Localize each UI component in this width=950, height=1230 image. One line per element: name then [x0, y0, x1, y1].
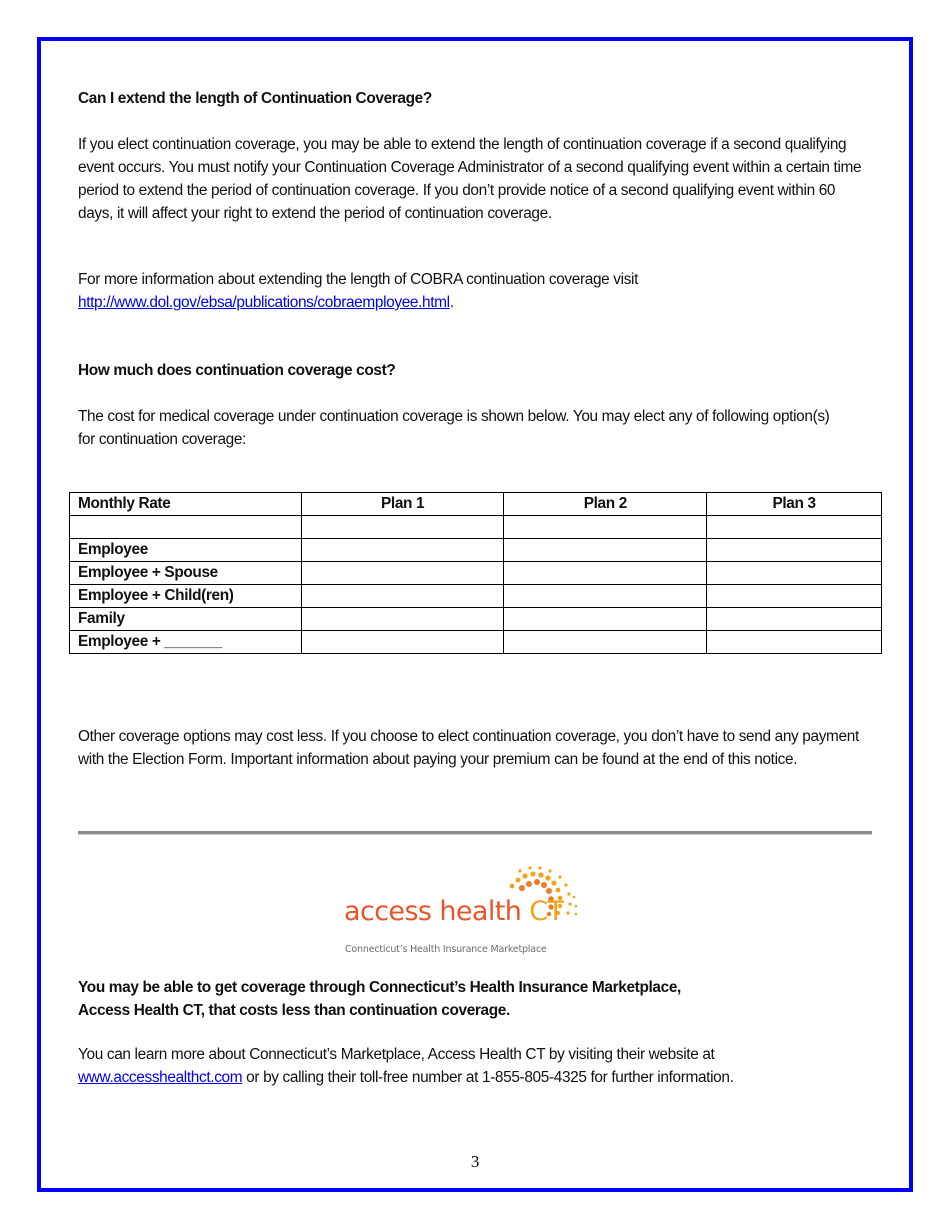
plan3-cell	[707, 608, 882, 631]
plan3-cell	[707, 562, 882, 585]
plan2-cell	[504, 608, 707, 631]
header-plan-2: Plan 2	[504, 493, 707, 516]
logo-tagline: Connecticut’s Health Insurance Marketplace	[345, 944, 547, 955]
logo-wordmark-ct: CT	[529, 896, 564, 927]
page-number: 3	[470, 1152, 480, 1171]
table-row	[70, 516, 882, 539]
table-row	[70, 539, 882, 562]
table-row	[70, 562, 882, 585]
table-header-row	[70, 493, 882, 516]
plan3-cell	[707, 539, 882, 562]
marketplace-bold-statement	[78, 976, 878, 1022]
header-plan-3: Plan 3	[707, 493, 882, 516]
table-row	[70, 631, 882, 654]
access-health-ct-logo	[340, 866, 600, 958]
dol-cobra-link[interactable]: http://www.dol.gov/ebsa/publications/cobraemployee.html	[78, 294, 450, 311]
row-label: Employee	[70, 539, 302, 562]
logo-wordmark	[344, 896, 563, 928]
other-options-paragraph: Other coverage options may cost less. If you choose to elect continuation coverage, you don’t have to send any payment with the Election Form. Important information about paying your premium can be found at the end of this notice.	[78, 728, 859, 768]
plan3-cell	[707, 631, 882, 654]
header-plan-1: Plan 1	[301, 493, 504, 516]
plan2-cell	[504, 585, 707, 608]
plan1-cell	[301, 631, 504, 654]
row-label: Family	[70, 608, 302, 631]
marketplace-info-paragraph	[78, 1043, 878, 1089]
plan1-cell	[301, 562, 504, 585]
plan1-cell	[301, 585, 504, 608]
plan3-cell	[707, 585, 882, 608]
plan1-cell	[301, 539, 504, 562]
cost-heading: How much does continuation coverage cost?	[78, 362, 396, 379]
cost-paragraph: The cost for medical coverage under continuation coverage is shown below. You may elect any of following option(s) for continuation coverage:	[78, 408, 830, 448]
row-label: Employee + Child(ren)	[70, 585, 302, 608]
accesshealthct-link[interactable]: www.accesshealthct.com	[78, 1069, 243, 1086]
plan2-cell	[504, 516, 707, 539]
monthly-rates-table	[69, 492, 882, 654]
more-info-paragraph	[78, 268, 878, 314]
more-info-text: For more information about extending the length of COBRA continuation coverage visit	[78, 271, 639, 288]
extend-coverage-paragraph: If you elect continuation coverage, you may be able to extend the length of continuation coverage if a second qualifying event occurs. You must notify your Continuation Coverage Administrator of a second qualifying event within a certain time period to extend the period of continuation coverage. If you don’t provide notice of a second qualifying event within 60 days, it will affect your right to extend the period of continuation coverage.	[78, 136, 862, 222]
plan1-cell	[301, 608, 504, 631]
marketplace-info-prefix: You can learn more about Connecticut’s Marketplace, Access Health CT by visiting their website at	[78, 1046, 715, 1063]
header-monthly-rate: Monthly Rate	[70, 493, 302, 516]
logo-wordmark-text: access health	[344, 896, 522, 927]
marketplace-bold-line-2: Access Health CT, that costs less than continuation coverage.	[78, 1002, 510, 1019]
plan1-cell	[301, 516, 504, 539]
table-row	[70, 585, 882, 608]
marketplace-info-suffix: or by calling their toll-free number at 1-855-805-4325 for further information.	[242, 1069, 734, 1086]
plan3-cell	[707, 516, 882, 539]
table-row	[70, 608, 882, 631]
more-info-period: .	[449, 294, 454, 311]
plan2-cell	[504, 539, 707, 562]
extend-coverage-heading: Can I extend the length of Continuation Coverage?	[78, 90, 432, 107]
plan2-cell	[504, 631, 707, 654]
row-label: Employee + Spouse	[70, 562, 302, 585]
row-label	[70, 516, 302, 539]
section-divider	[78, 831, 872, 835]
marketplace-bold-line-1: You may be able to get coverage through Connecticut’s Health Insurance Marketplace,	[78, 979, 681, 996]
plan2-cell	[504, 562, 707, 585]
row-label: Employee + _______	[70, 631, 302, 654]
